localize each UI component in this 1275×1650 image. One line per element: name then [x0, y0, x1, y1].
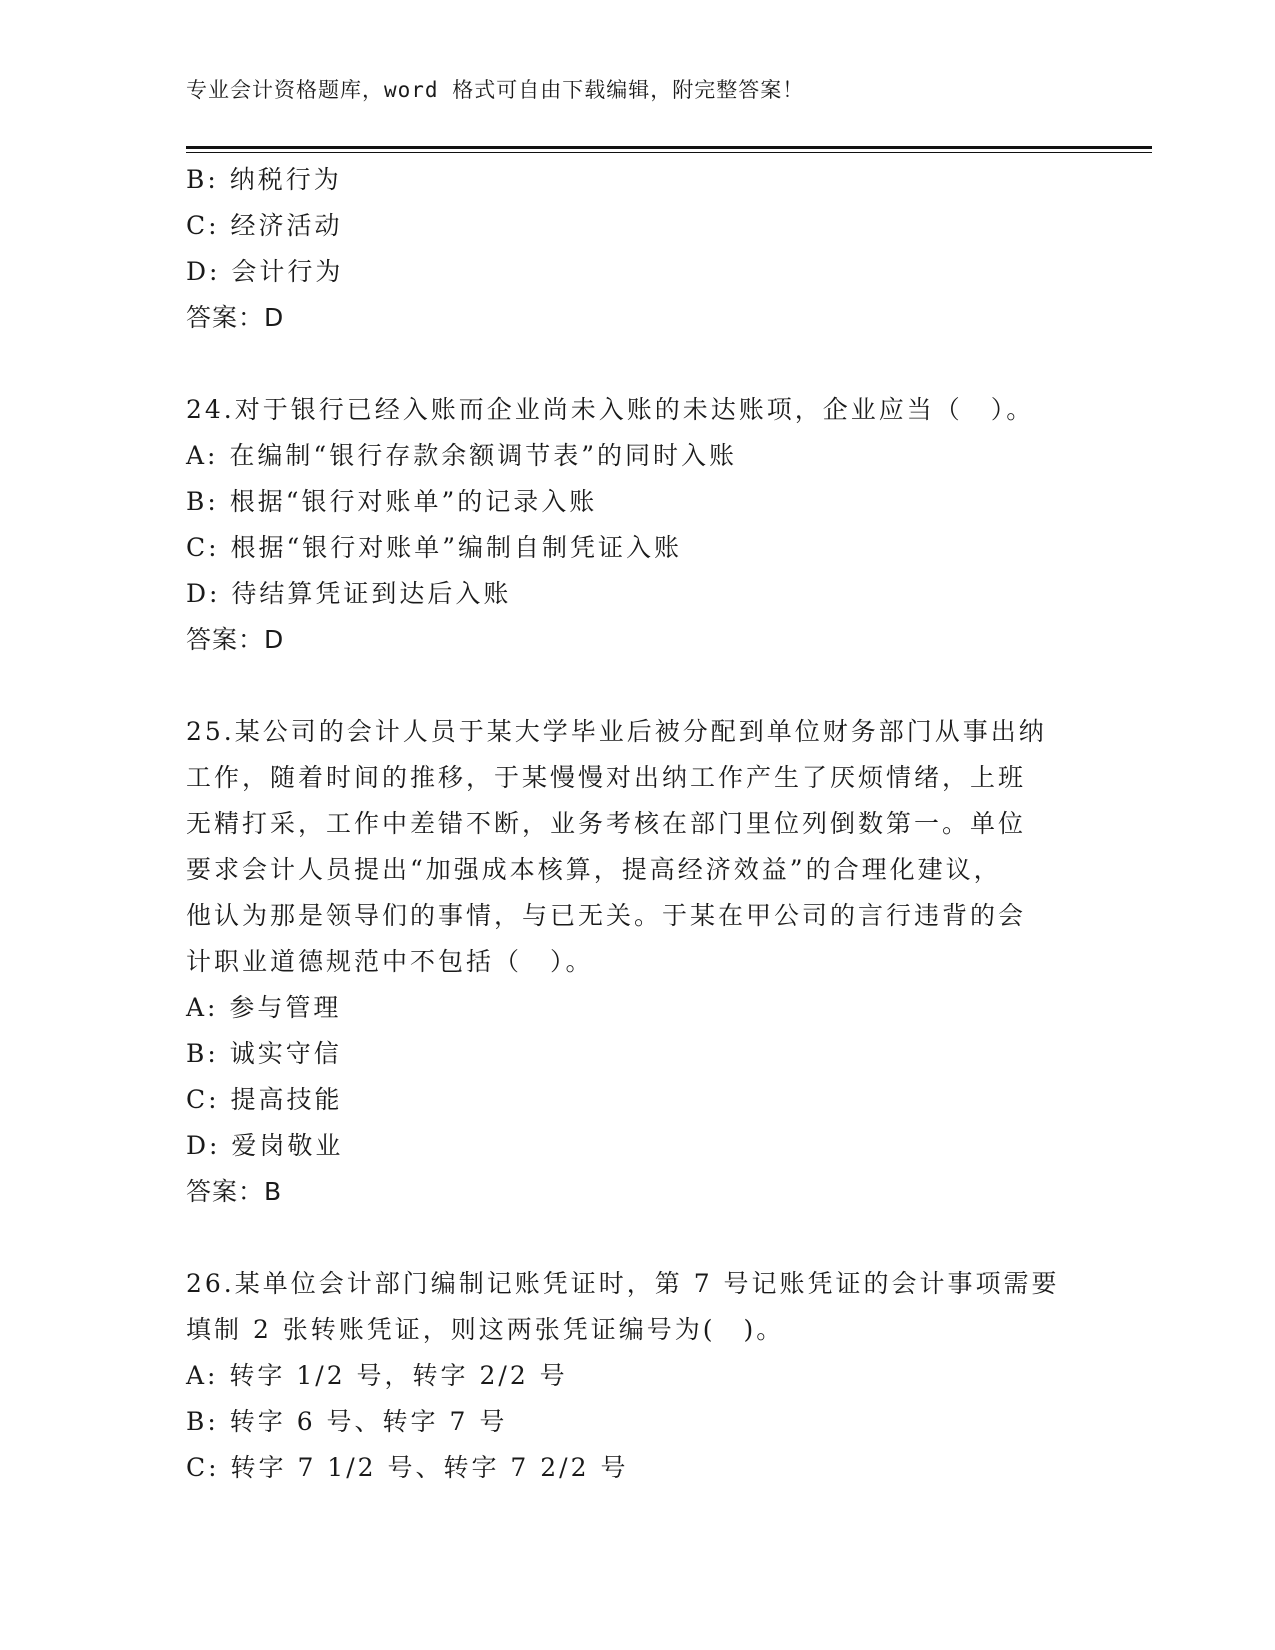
option-line: A: 转字 1/2 号，转字 2/2 号: [186, 1361, 568, 1390]
question-stem: 填制 2 张转账凭证，则这两张凭证编号为( )。: [186, 1315, 785, 1344]
question-26: [186, 1261, 1086, 1491]
option-line: D: 会计行为: [186, 257, 344, 286]
option-line: D: 爱岗敬业: [186, 1131, 344, 1160]
question-stem: 无精打采，工作中差错不断，业务考核在部门里位列倒数第一。单位: [186, 809, 1027, 838]
option-line: C: 经济活动: [186, 211, 343, 240]
answer-line: 答案：D: [186, 303, 285, 332]
option-line: B: 纳税行为: [186, 165, 342, 194]
option-line: C: 转字 7 1/2 号、转字 7 2/2 号: [186, 1453, 629, 1482]
header-rule-thin: [186, 152, 1152, 153]
spacer: [186, 341, 1086, 387]
option-line: A: 参与管理: [186, 993, 342, 1022]
spacer: [186, 663, 1086, 709]
answer-line: 答案：D: [186, 625, 285, 654]
question-stem: 26.某单位会计部门编制记账凭证时，第 7 号记账凭证的会计事项需要: [186, 1269, 1060, 1298]
option-line: D: 待结算凭证到达后入账: [186, 579, 512, 608]
option-line: C: 根据“银行对账单”编制自制凭证入账: [186, 533, 683, 562]
question-24: [186, 387, 1086, 663]
question-25: [186, 709, 1086, 1215]
header-rule-thick: [186, 146, 1152, 149]
page-header: 专业会计资格题库，word 格式可自由下载编辑，附完整答案！: [186, 78, 805, 102]
question-stem: 25.某公司的会计人员于某大学毕业后被分配到单位财务部门从事出纳: [186, 717, 1047, 746]
prev-question-block: [186, 157, 1086, 341]
option-line: B: 诚实守信: [186, 1039, 342, 1068]
question-stem: 计职业道德规范中不包括（ ）。: [186, 947, 594, 976]
option-line: B: 根据“银行对账单”的记录入账: [186, 487, 598, 516]
question-stem: 他认为那是领导们的事情，与已无关。于某在甲公司的言行违背的会: [186, 901, 1027, 930]
question-stem: 24.对于银行已经入账而企业尚未入账的未达账项，企业应当（ ）。: [186, 395, 1035, 424]
answer-line: 答案：B: [186, 1177, 283, 1206]
question-stem: 要求会计人员提出“加强成本核算，提高经济效益”的合理化建议，: [186, 855, 1002, 884]
option-line: C: 提高技能: [186, 1085, 343, 1114]
question-content: [186, 157, 1086, 1491]
option-line: A: 在编制“银行存款余额调节表”的同时入账: [186, 441, 737, 470]
option-line: B: 转字 6 号、转字 7 号: [186, 1407, 508, 1436]
question-stem: 工作，随着时间的推移，于某慢慢对出纳工作产生了厌烦情绪，上班: [186, 763, 1027, 792]
spacer: [186, 1215, 1086, 1261]
